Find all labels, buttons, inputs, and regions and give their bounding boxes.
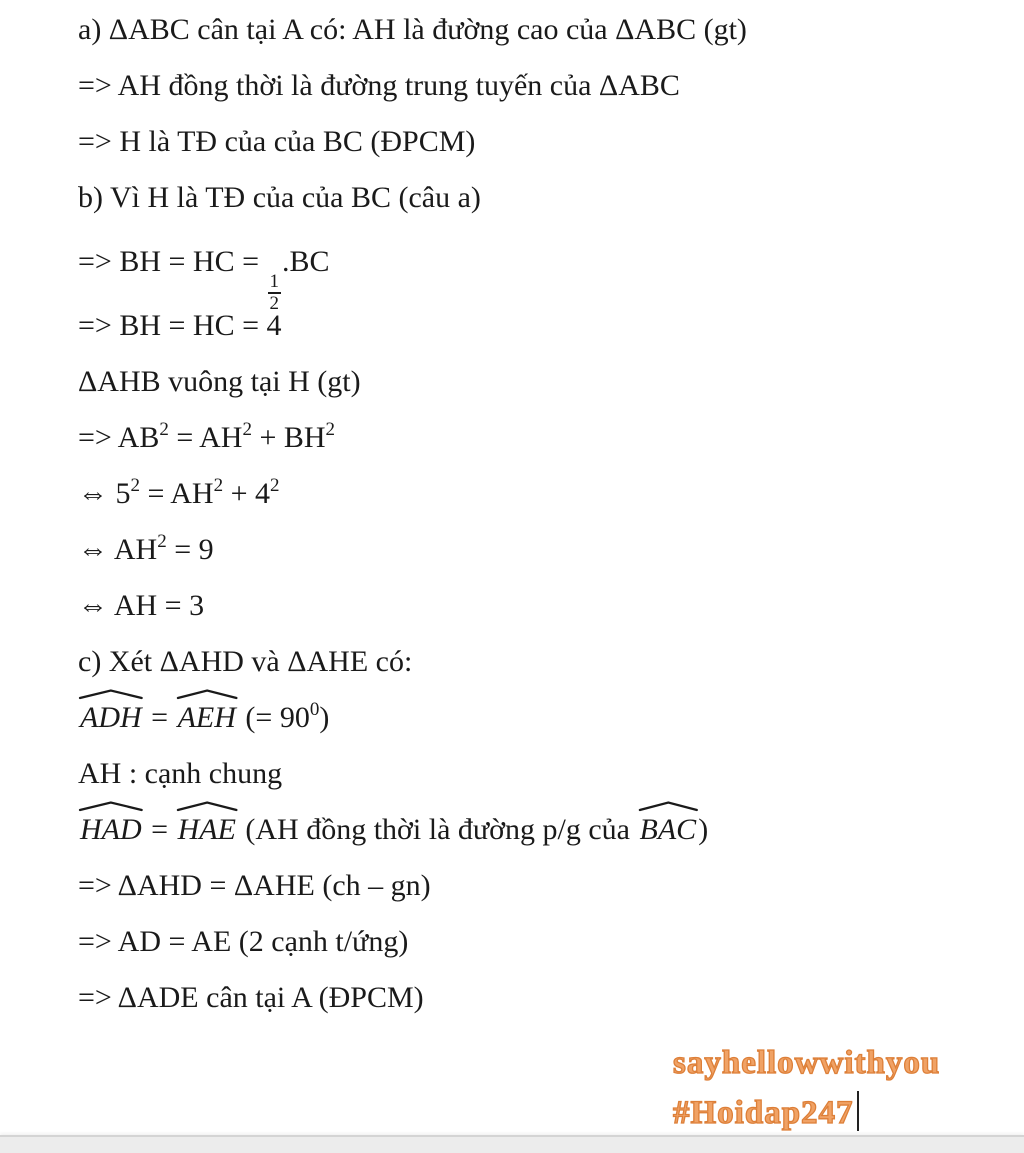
watermark xyxy=(673,1038,940,1138)
proof-line: b) Vì H là TĐ của của BC (câu a) xyxy=(78,181,481,214)
angle-hat-icon xyxy=(78,689,144,699)
proof-line: ⇔ AH = 3 xyxy=(78,589,205,622)
proof-content xyxy=(0,2,1024,1026)
superscript: 2 xyxy=(130,475,140,496)
angle-with-hat xyxy=(78,690,144,746)
proof-line: => BH = HC = $\frac{1}{2}$ .BC xyxy=(78,245,330,315)
proof-line: a) ΔABC cân tại A có: AH là đường cao của ΔABC (gt) xyxy=(78,13,747,46)
proof-line: => ΔADE cân tại A (ĐPCM) xyxy=(78,981,424,1014)
superscript: 2 xyxy=(325,419,336,440)
angle-with-hat xyxy=(176,802,238,858)
proof-line: ΔAHB vuông tại H (gt) xyxy=(78,365,361,398)
proof-line: ⇔ $AH^2 = 9$ xyxy=(78,531,214,566)
proof-line: => AD = AE (2 cạnh t/ứng) xyxy=(78,925,409,958)
angle-label: BAC xyxy=(639,813,697,846)
angle-label: AEH xyxy=(177,701,236,734)
angle-with-hat xyxy=(176,690,238,746)
proof-line: AH : cạnh chung xyxy=(78,757,283,790)
proof-line: HAD = HAE (AH đồng thời là đường p/g của BAC) xyxy=(78,802,1024,858)
superscript: 2 xyxy=(159,419,169,440)
watermark-line1: sayhellowwithyou xyxy=(673,1045,941,1081)
proof-line: => $AB^2 = AH^2 + BH^2$ xyxy=(78,419,336,454)
angle-hat-icon xyxy=(176,689,238,699)
superscript: 2 xyxy=(213,475,224,496)
proof-line: ⇔ $5^2 = AH^2 + 4^2$ xyxy=(78,475,280,510)
superscript: 0 xyxy=(309,699,320,720)
angle-with-hat xyxy=(78,802,144,858)
watermark-line2: #Hoidap247 xyxy=(673,1095,854,1131)
proof-line: => BH = HC = 4 xyxy=(78,309,282,342)
angle-hat-icon xyxy=(638,801,699,811)
proof-line: c) Xét ΔAHD và ΔAHE có: xyxy=(78,645,413,678)
proof-line: => H là TĐ của của BC (ĐPCM) xyxy=(78,125,476,158)
superscript: 2 xyxy=(157,531,167,552)
proof-line: ADH = AEH (= $90^0$) xyxy=(78,690,1024,746)
fraction: $\frac{1}{2}$ xyxy=(269,270,280,315)
proof-line: => AH đồng thời là đường trung tuyến của ΔABC xyxy=(78,69,680,102)
text-cursor xyxy=(857,1091,859,1131)
angle-hat-icon xyxy=(78,801,144,811)
bottom-bar xyxy=(0,1135,1024,1153)
angle-hat-icon xyxy=(176,801,238,811)
proof-line: => ΔAHD = ΔAHE (ch – gn) xyxy=(78,869,431,902)
superscript: 2 xyxy=(270,475,280,496)
superscript: 2 xyxy=(242,419,252,440)
angle-label: HAD xyxy=(80,813,142,846)
angle-label: HAE xyxy=(177,813,236,846)
watermark-line2-wrap xyxy=(673,1088,940,1138)
angle-with-hat xyxy=(638,802,699,858)
angle-label: ADH xyxy=(80,701,142,734)
